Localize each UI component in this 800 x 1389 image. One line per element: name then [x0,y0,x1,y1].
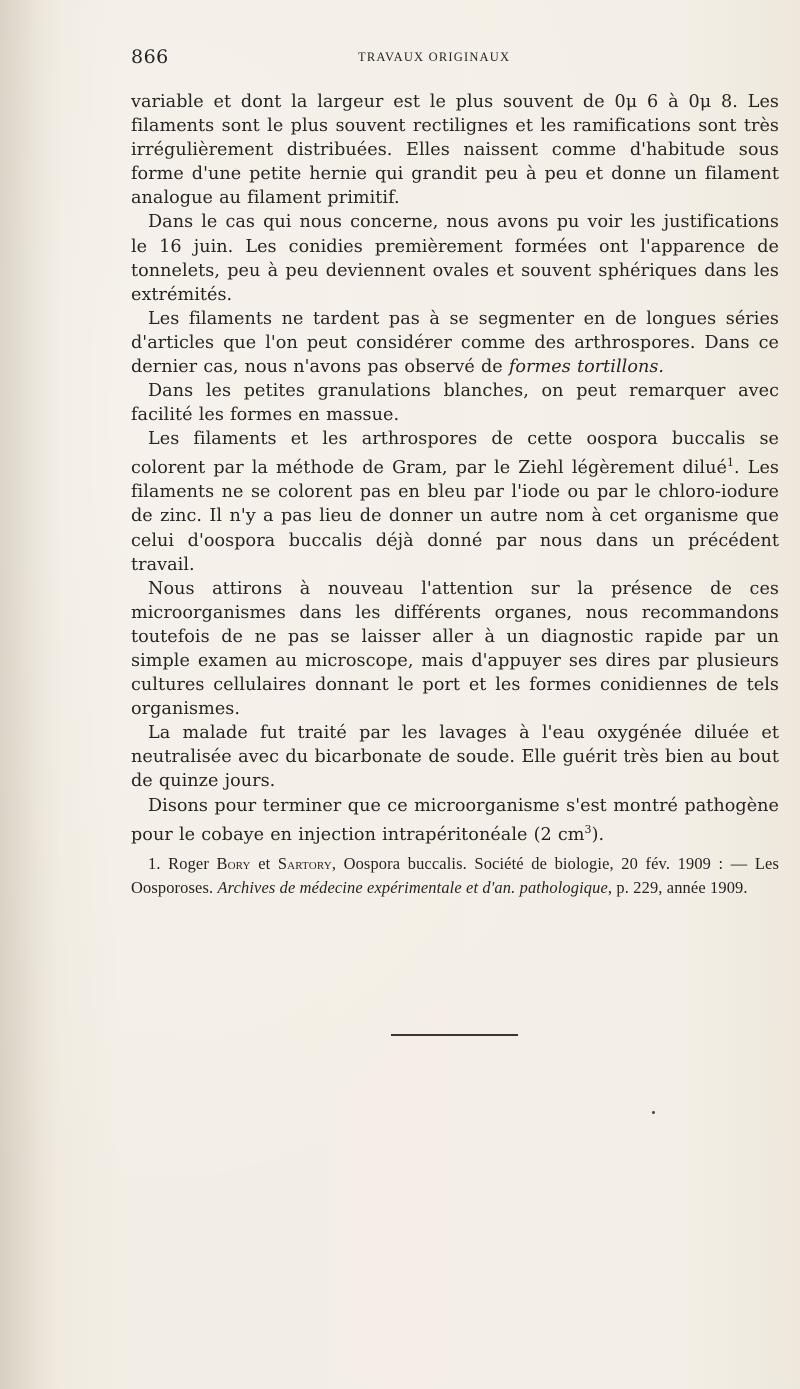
footnote-number: 1. Roger [148,854,217,873]
footnote-author-1: Bory [216,854,251,873]
footnote-ref: 1 [726,456,734,470]
paragraph-3 [131,307,779,379]
body-text [131,90,779,847]
footnote-1 [131,852,779,900]
paragraph-1: variable et dont la largeur est le plus souvent de 0μ 6 à 0μ 8. Les filaments sont le plus souvent rectilignes et les ramifications sont très irrégulièrement distribuées. Elles naissent comme d'habitude sous forme d'une petite hernie qui grandit peu à peu et donne un filament analogue au filament primitif. [131,92,779,209]
paragraph-2: Dans le cas qui nous concerne, nous avons pu voir les justifications le 16 juin. Les conidies premièrement formées ont l'apparence de tonnelets, peu à peu deviennent ovales et souvent sphériques dans les extrémités. [131,212,779,305]
paragraph-7: La malade fut traité par les lavages à l'eau oxygénée diluée et neutralisée avec du bicarbonate de soude. Elle guérit très bien au bout de quinze jours. [131,723,779,792]
superscript-3: 3 [584,822,592,836]
end-rule [391,1034,518,1036]
footnote-journal: Archives de médecine expérimentale et d'an. pathologique [217,878,608,897]
page-header [131,44,777,74]
paragraph-8-text: Disons pour terminer que ce microorganisme s'est montré pathogène pour le cobaye en injection intrapéritonéale (2 cm [131,795,779,845]
footnotes [131,852,779,900]
stray-dot [652,1111,655,1114]
paragraph-5-text: Les filaments et les arthrospores de cette oospora buccalis se colorent par la méthode de Gram, par le Ziehl légèrement dilué [131,429,779,479]
paragraph-5-text-end: . Les filaments ne se colorent pas en bleu par l'iode ou par le chloro-iodure de zinc. Il n'y a pas lieu de donner un autre nom à cet organisme que celui d'oospora buccalis déjà donné par nous dans un précédent travail. [131,458,779,575]
paragraph-4: Dans les petites granulations blanches, on peut remarquer avec facilité les formes en massue. [131,381,779,426]
footnote-text-1: , Oospora buccalis. Société de biologie, 20 fév. 1909 : — Les Oosporoses. [131,854,779,897]
paragraph-3-italic: formes tortillons. [508,357,665,378]
running-head: TRAVAUX ORIGINAUX [358,50,511,64]
paragraph-5 [131,427,779,576]
page-number: 866 [131,46,169,68]
paragraph-8-text-end: ). [591,824,605,845]
paragraph-3-text: Les filaments ne tardent pas à se segmenter en de longues séries d'articles que l'on peut considérer comme des arthrospores. Dans ce dernier cas, nous n'avons pas observé de [131,308,779,378]
footnote-and: et [250,854,278,873]
footnote-author-2: Sartory [277,854,332,873]
paragraph-6: Nous attirons à nouveau l'attention sur la présence de ces microorganismes dans les différents organes, nous recommandons toutefois de ne pas se laisser aller à un diagnostic rapide par un simple examen au microscope, mais d'appuyer ses dires par plusieurs cultures cellulaires donnant le port et les formes conidiennes de tels organismes. [131,578,779,720]
footnote-text-2: , p. 229, année 1909. [607,878,748,897]
paragraph-8 [131,794,779,847]
